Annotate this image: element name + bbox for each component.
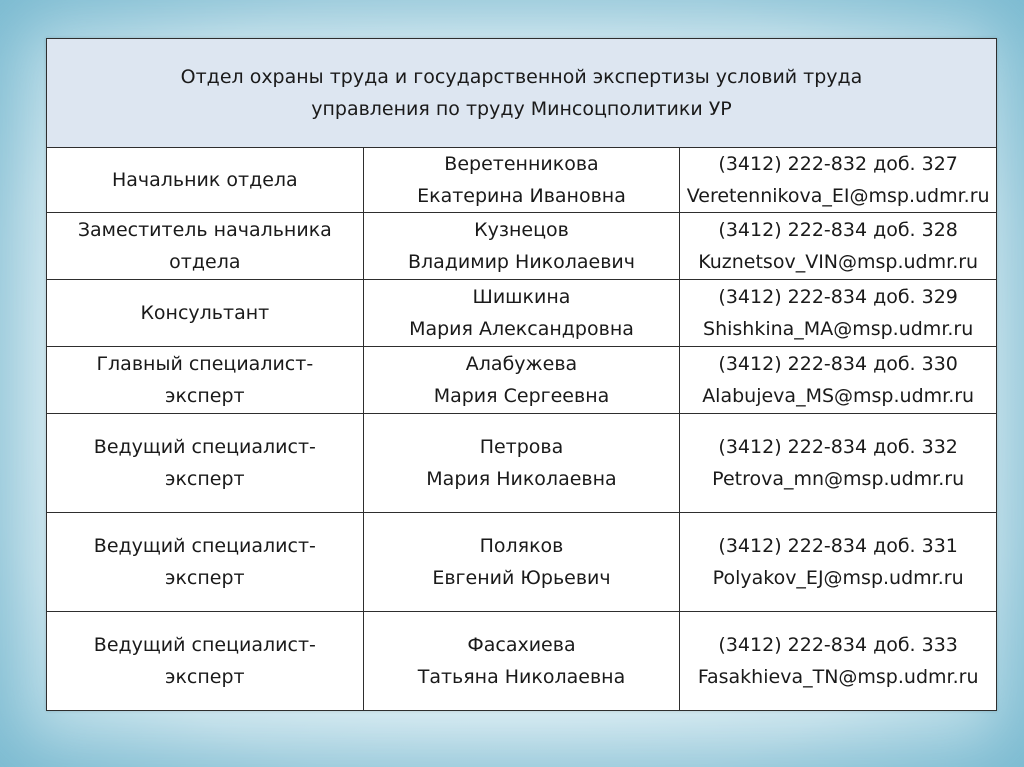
name-cell (363, 612, 680, 711)
position-text-cont: эксперт (165, 468, 245, 490)
name-cell (363, 414, 680, 513)
position-text: Начальник отдела (111, 169, 298, 191)
phone-text: (3412) 222-832 доб. 327 (718, 153, 958, 175)
position-text-cont: эксперт (165, 385, 245, 407)
table-row (47, 347, 997, 414)
position-text-cont: эксперт (165, 567, 245, 589)
position-cell (47, 148, 364, 213)
surname-text: Шишкина (472, 286, 571, 308)
position-text: Ведущий специалист- (93, 634, 316, 656)
email-link[interactable]: Kuznetsov_VIN@msp.udmr.ru (698, 251, 979, 273)
table-row (47, 513, 997, 612)
name-cell (363, 280, 680, 347)
given-names-text: Мария Александровна (409, 318, 634, 340)
department-title (47, 39, 997, 148)
email-link[interactable]: Veretennikova_EI@msp.udmr.ru (686, 185, 990, 207)
position-text-cont: отдела (169, 251, 241, 273)
table-header-row (47, 39, 997, 148)
surname-text: Петрова (479, 436, 564, 458)
surname-text: Поляков (479, 535, 564, 557)
given-names-text: Татьяна Николаевна (417, 666, 626, 688)
contact-cell (680, 414, 997, 513)
phone-text: (3412) 222-834 доб. 328 (718, 219, 958, 241)
table-row (47, 148, 997, 213)
contact-cell (680, 347, 997, 414)
given-names-text: Владимир Николаевич (407, 251, 636, 273)
given-names-text: Евгений Юрьевич (432, 567, 611, 589)
name-cell (363, 213, 680, 280)
phone-text: (3412) 222-834 доб. 330 (718, 353, 958, 375)
phone-text: (3412) 222-834 доб. 331 (718, 535, 958, 557)
position-text: Заместитель начальника (77, 219, 332, 241)
table-row (47, 414, 997, 513)
email-link[interactable]: Alabujeva_MS@msp.udmr.ru (702, 385, 975, 407)
email-link[interactable]: Polyakov_EJ@msp.udmr.ru (712, 567, 964, 589)
surname-text: Фасахиева (467, 634, 576, 656)
email-link[interactable]: Fasakhieva_TN@msp.udmr.ru (697, 666, 979, 688)
table-row (47, 612, 997, 711)
given-names-text: Мария Николаевна (426, 468, 617, 490)
contact-cell (680, 513, 997, 612)
table-row (47, 213, 997, 280)
contact-cell (680, 280, 997, 347)
position-cell (47, 213, 364, 280)
position-cell (47, 280, 364, 347)
staff-contacts-table (46, 38, 997, 711)
surname-text: Кузнецов (474, 219, 569, 241)
surname-text: Веретенникова (444, 153, 599, 175)
contact-cell (680, 213, 997, 280)
surname-text: Алабужева (465, 353, 578, 375)
department-title-line-1: Отдел охраны труда и государственной экспертизы условий труда (180, 66, 863, 88)
position-cell (47, 513, 364, 612)
position-text: Главный специалист- (96, 353, 314, 375)
email-link[interactable]: Petrova_mn@msp.udmr.ru (712, 468, 965, 490)
name-cell (363, 513, 680, 612)
given-names-text: Екатерина Ивановна (417, 185, 626, 207)
email-link[interactable]: Shishkina_MA@msp.udmr.ru (703, 318, 974, 340)
phone-text: (3412) 222-834 доб. 332 (718, 436, 958, 458)
table-row (47, 280, 997, 347)
position-cell (47, 347, 364, 414)
position-text: Ведущий специалист- (93, 436, 316, 458)
position-cell (47, 612, 364, 711)
phone-text: (3412) 222-834 доб. 329 (718, 286, 958, 308)
department-title-line-2: управления по труду Минсоцполитики УР (311, 98, 732, 120)
contact-cell (680, 148, 997, 213)
position-cell (47, 414, 364, 513)
given-names-text: Мария Сергеевна (433, 385, 610, 407)
name-cell (363, 347, 680, 414)
contact-cell (680, 612, 997, 711)
phone-text: (3412) 222-834 доб. 333 (718, 634, 958, 656)
position-text: Ведущий специалист- (93, 535, 316, 557)
position-text: Консультант (140, 302, 270, 324)
position-text-cont: эксперт (165, 666, 245, 688)
name-cell (363, 148, 680, 213)
